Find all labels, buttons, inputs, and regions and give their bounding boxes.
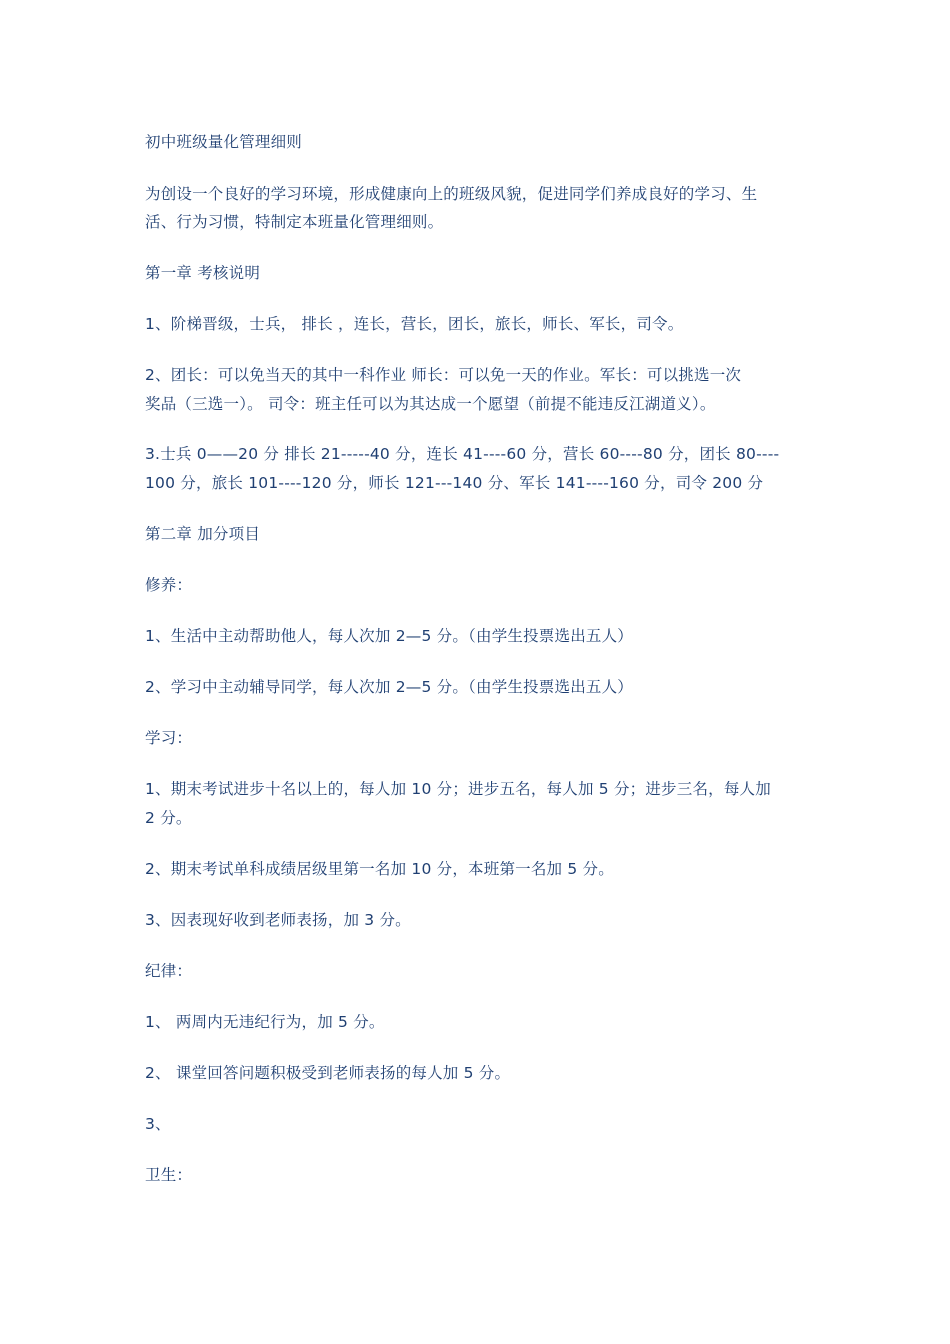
discipline-heading: 纪律： — [145, 962, 193, 980]
study-item1-line2: 2 分。 — [145, 809, 192, 827]
hygiene-heading: 卫生： — [145, 1166, 193, 1184]
chapter1-heading: 第一章 考核说明 — [145, 264, 261, 282]
study-heading: 学习： — [145, 729, 193, 747]
chapter1-item2-line1: 2、团长：可以免当天的其中一科作业 师长：可以免一天的作业。军长：可以挑选一次 — [145, 366, 742, 384]
study-item2: 2、期末考试单科成绩居级里第一名加 10 分，本班第一名加 5 分。 — [145, 860, 614, 878]
study-item1-line1: 1、期末考试进步十名以上的，每人加 10 分；进步五名，每人加 5 分；进步三名，每人加 — [145, 780, 771, 798]
chapter2-heading: 第二章 加分项目 — [145, 525, 261, 543]
chapter1-item3-line2: 100 分，旅长 101----120 分，师长 121---140 分、军长 141----160 分，司令 200 分 — [145, 474, 764, 492]
intro-line-2: 活、行为习惯，特制定本班量化管理细则。 — [145, 213, 444, 231]
chapter1-item2-line2: 奖品（三选一）。 司令：班主任可以为其达成一个愿望（前提不能违反江湖道义）。 — [145, 395, 716, 413]
cultivation-item2: 2、学习中主动辅导同学，每人次加 2—5 分。（由学生投票选出五人） — [145, 678, 633, 696]
discipline-item1: 1、 两周内无违纪行为，加 5 分。 — [145, 1013, 385, 1031]
cultivation-heading: 修养： — [145, 576, 193, 594]
chapter1-item1: 1、阶梯晋级，士兵， 排长 ，连长，营长，团长，旅长，师长、军长，司令。 — [145, 315, 684, 333]
discipline-item3: 3、 — [145, 1115, 171, 1133]
chapter1-item3-line1: 3.士兵 0——20 分 排长 21-----40 分，连长 41----60 分，营长 60----80 分，团长 80---- — [145, 445, 780, 463]
document-title: 初中班级量化管理细则 — [145, 133, 303, 151]
discipline-item2: 2、 课堂回答问题积极受到老师表扬的每人加 5 分。 — [145, 1064, 511, 1082]
study-item3: 3、因表现好收到老师表扬，加 3 分。 — [145, 911, 411, 929]
intro-line-1: 为创设一个良好的学习环境，形成健康向上的班级风貌，促进同学们养成良好的学习、生 — [145, 185, 758, 203]
cultivation-item1: 1、生活中主动帮助他人，每人次加 2—5 分。（由学生投票选出五人） — [145, 627, 633, 645]
